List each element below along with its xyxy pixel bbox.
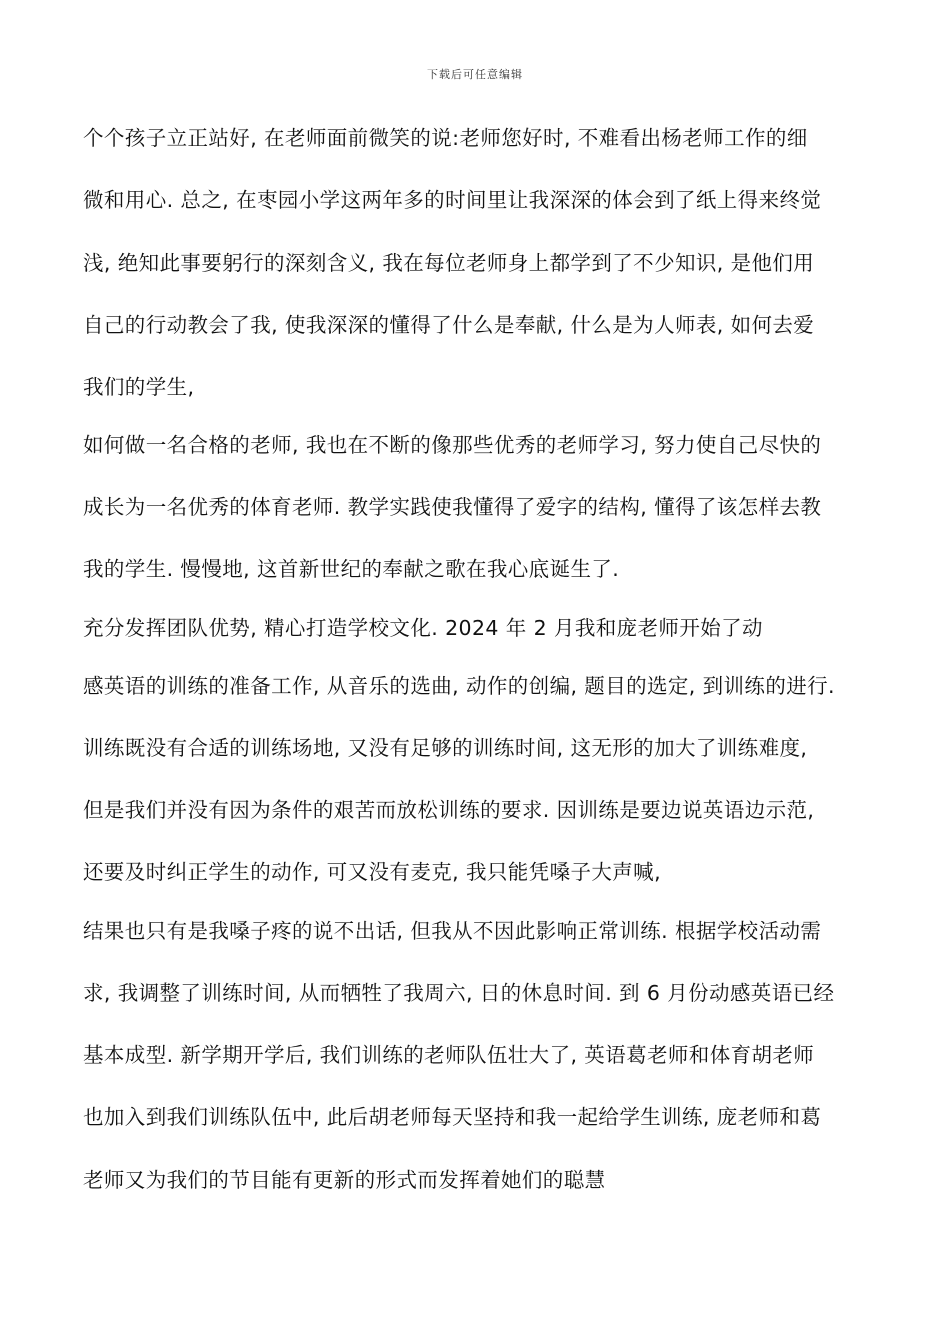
body-line: 还要及时纠正学生的动作, 可又没有麦克, 我只能凭嗓子大声喊, [83, 860, 661, 884]
body-line: 感英语的训练的准备工作, 从音乐的选曲, 动作的创编, 题目的选定, 到训练的进行. [83, 674, 835, 698]
body-line: 如何做一名合格的老师, 我也在不断的像那些优秀的老师学习, 努力使自己尽快的 [83, 433, 822, 457]
body-line: 但是我们并没有因为条件的艰苦而放松训练的要求. 因训练是要边说英语边示范, [83, 798, 815, 822]
body-line: 我的学生. 慢慢地, 这首新世纪的奉献之歌在我心底诞生了. [83, 557, 620, 581]
body-line: 微和用心. 总之, 在枣园小学这两年多的时间里让我深深的体会到了纸上得来终觉 [83, 188, 822, 212]
body-line: 训练既没有合适的训练场地, 又没有足够的训练时间, 这无形的加大了训练难度, [83, 736, 808, 760]
body-line: 成长为一名优秀的体育老师. 教学实践使我懂得了爱字的结构, 懂得了该怎样去教 [83, 495, 822, 519]
body-line: 基本成型. 新学期开学后, 我们训练的老师队伍壮大了, 英语葛老师和体育胡老师 [83, 1043, 815, 1067]
body-line: 老师又为我们的节目能有更新的形式而发挥着她们的聪慧 [83, 1168, 606, 1192]
body-line: 充分发挥团队优势, 精心打造学校文化. 2024 年 2 月我和庞老师开始了动 [83, 616, 763, 640]
body-line: 自己的行动教会了我, 使我深深的懂得了什么是奉献, 什么是为人师表, 如何去爱 [83, 313, 815, 337]
body-line: 也加入到我们训练队伍中, 此后胡老师每天坚持和我一起给学生训练, 庞老师和葛 [83, 1105, 822, 1129]
body-line: 结果也只有是我嗓子疼的说不出话, 但我从不因此影响正常训练. 根据学校活动需 [83, 919, 822, 943]
body-line: 求, 我调整了训练时间, 从而牺牲了我周六, 日的休息时间. 到 6 月份动感英语已经 [83, 981, 835, 1005]
body-line: 我们的学生, [83, 375, 195, 399]
body-line: 浅, 绝知此事要躬行的深刻含义, 我在每位老师身上都学到了不少知识, 是他们用 [83, 251, 815, 275]
page-header: 下载后可任意编辑 [427, 68, 523, 81]
body-line: 个个孩子立正站好, 在老师面前微笑的说:老师您好时, 不难看出杨老师工作的细 [83, 126, 808, 150]
